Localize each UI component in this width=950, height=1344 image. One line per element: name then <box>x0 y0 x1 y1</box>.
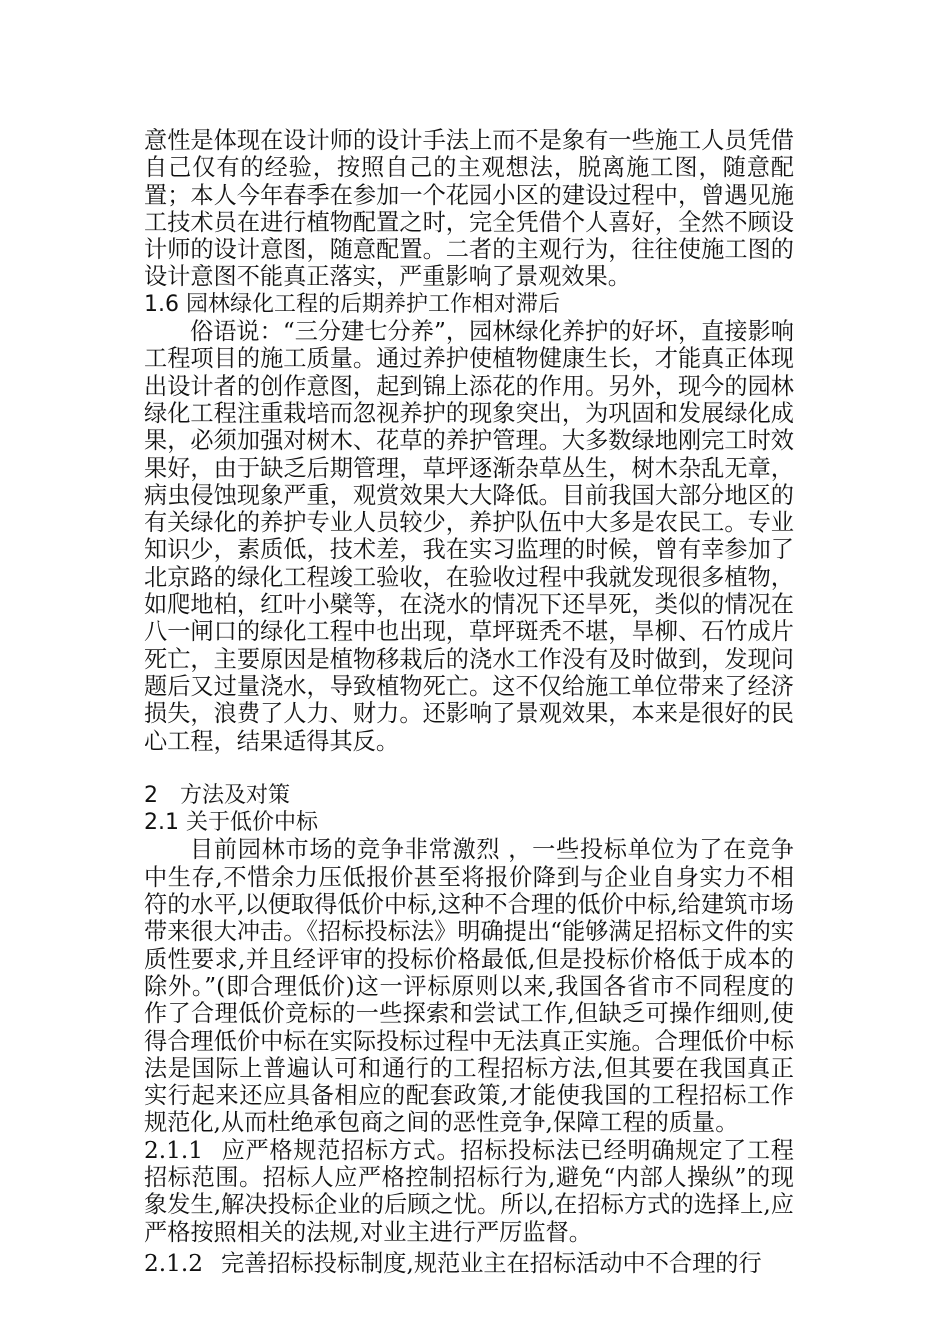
paragraph-low-price-bid: 目前园林市场的竞争非常激烈 ，一些投标单位为了在竞争中生存,不惜余力压低报价甚至将报价降到与企业自身实力不相符的水平,以便取得低价中标,这种不合理的低价中标,给建筑市场带来很大冲击。《招标投标法》明确提出“能够满足招标文件的实质性要求,并且经评审的投标价格最低,但是投标价格低于成本的除外。”(即合理低价)这一评标原则以来,我国各省市不同程度的作了合理低价竞标的一些探索和尝试工作,但缺乏可操作细则,使得合理低价中标在实际投标过程中无法真正实施。合理低价中标法是国际上普遍认可和通行的工程招标方法,但其要在我国真正实行起来还应具备相应的配套政策,才能使我国的工程招标工作规范化,从而杜绝承包商之间的恶性竞争,保障工程的质量。 <box>144 836 794 1137</box>
blank-line <box>144 755 794 782</box>
heading-2 <box>144 782 794 809</box>
heading-1-6 <box>144 291 794 318</box>
heading-number: 2 <box>144 782 158 808</box>
section-text: 完善招标投标制度,规范业主在招标活动中不合理的行 <box>221 1249 762 1277</box>
document-page <box>144 127 794 1277</box>
paragraph-2-1-2 <box>144 1250 794 1277</box>
paragraph-maintenance: 俗语说：“三分建七分养”，园林绿化养护的好坏，直接影响工程项目的施工质量。通过养护使植物健康生长，才能真正体现出设计者的创作意图，起到锦上添花的作用。另外，现今的园林绿化工程注重栽培而忽视养护的现象突出，为巩固和发展绿化成果，必须加强对树木、花草的养护管理。大多数绿地刚完工时效果好，由于缺乏后期管理，草坪逐渐杂草丛生，树木杂乱无章，病虫侵蚀现象严重，观赏效果大大降低。目前我国大部分地区的有关绿化的养护专业人员较少，养护队伍中大多是农民工。专业知识少，素质低，技术差，我在实习监理的时候，曾有幸参加了北京路的绿化工程竣工验收，在验收过程中我就发现很多植物，如爬地柏，红叶小檗等，在浇水的情况下还旱死，类似的情况在八一闸口的绿化工程中也出现，草坪斑秃不堪，旱柳、石竹成片死亡，主要原因是植物移栽后的浇水工作没有及时做到，发现问题后又过量浇水，导致植物死亡。这不仅给施工单位带来了经济损失，浪费了人力、财力。还影响了景观效果，本来是很好的民心工程，结果适得其反。 <box>144 318 794 755</box>
heading-2-1 <box>144 809 794 836</box>
paragraph-design-intent: 意性是体现在设计师的设计手法上而不是象有一些施工人员凭借自己仅有的经验，按照自己的主观想法，脱离施工图，随意配置；本人今年春季在参加一个花园小区的建设过程中，曾遇见施工技术员在进行植物配置之时，完全凭借个人喜好，全然不顾设计师的设计意图，随意配置。二者的主观行为，往往使施工图的设计意图不能真正落实，严重影响了景观效果。 <box>144 127 794 291</box>
heading-number: 1.6 <box>144 291 179 317</box>
heading-text: 园林绿化工程的后期养护工作相对滞后 <box>186 291 561 317</box>
paragraph-2-1-1 <box>144 1137 794 1246</box>
heading-number: 2.1 <box>144 810 179 836</box>
section-number: 2.1.1 <box>144 1136 203 1164</box>
section-text: 应严格规范招标方式。招标投标法已经明确规定了工程招标范围。招标人应严格控制招标行为,避免“内部人操纵”的现象发生,解决投标企业的后顾之忧。所以,在招标方式的选择上,应严格按照相关的法规,对业主进行严厉监督。 <box>144 1136 794 1246</box>
heading-text: 方法及对策 <box>180 782 291 808</box>
heading-text: 关于低价中标 <box>186 810 319 836</box>
section-number: 2.1.2 <box>144 1249 203 1277</box>
